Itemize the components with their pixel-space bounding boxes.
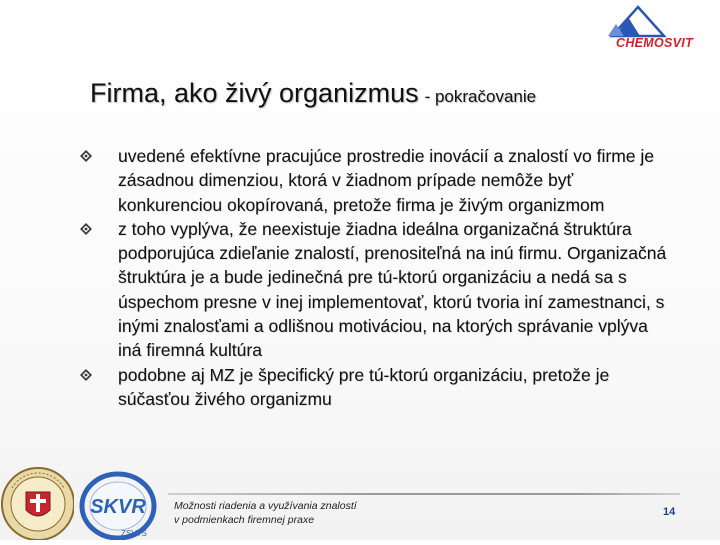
diamond-bullet-icon <box>80 223 92 235</box>
diamond-bullet-icon <box>80 150 92 162</box>
skvr-emblem-icon <box>78 466 162 540</box>
bullet-item <box>80 363 672 412</box>
bullet-item <box>80 144 672 217</box>
chemosvit-logo <box>598 4 716 54</box>
bullet-list <box>80 144 672 411</box>
bullet-text: uvedené efektívne pracujúce prostredie inovácií a znalostí vo firme je zásadnou dimenziou, ktorá v žiadnom prípade nemôže byť konkurenciou okopírovaná, pretože firma je živým organizmom <box>118 146 654 215</box>
footer-caption-line1: Možnosti riadenia a využívania znalostí <box>174 500 357 512</box>
zsvts-logo-text: ZSVTS <box>121 529 147 538</box>
footer-caption-line2: v podmienkach firemnej praxe <box>174 514 315 526</box>
footer-divider <box>168 493 680 495</box>
bullet-text: podobne aj MZ je špecifický pre tú-ktorú organizáciu, pretože je súčasťou živého organizmu <box>118 364 610 409</box>
university-seal-icon <box>0 458 74 540</box>
slide-title-main: Firma, ako živý organizmus <box>90 78 419 108</box>
chemosvit-brand-text: CHEMOSVIT <box>616 36 694 50</box>
page-number: 14 <box>663 506 676 518</box>
skvr-logo-text: SKVR <box>90 496 146 518</box>
footer-caption <box>174 499 474 527</box>
slide-title-sub: - pokračovanie <box>424 87 537 106</box>
slide-title <box>90 78 536 109</box>
diamond-bullet-icon <box>80 369 92 381</box>
bullet-item <box>80 217 672 363</box>
skvr-logo <box>78 466 162 540</box>
bullet-text: z toho vyplýva, že neexistuje žiadna ideálna organizačná štruktúra podporujúca zdieľanie znalostí, prenositeľná na inú firmu. Organizačná štruktúra je a bude jedinečná pre tú-ktorú organizáciu a nedá sa s úspechom presne v inej implementovať, ktorú tvoria iní zamestnanci, s inými znalosťami a odlišnou motiváciou, na ktorých správanie vplýva iná firemná kultúra <box>118 218 667 361</box>
